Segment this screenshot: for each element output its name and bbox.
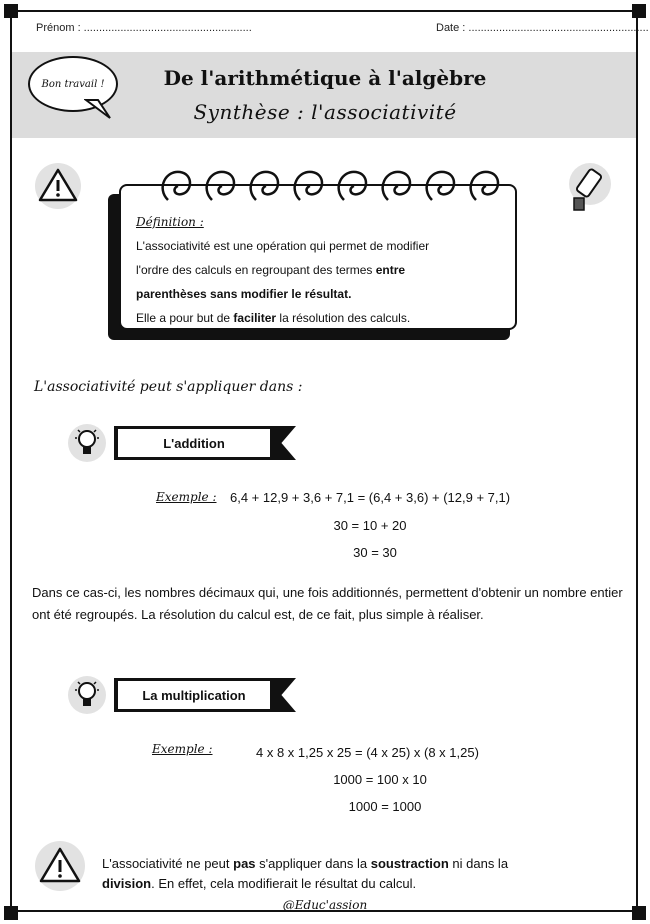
warning-text-part: . En effet, cela modifierait le résultat du calcul. xyxy=(151,876,417,891)
equation-line: 30 = 30 xyxy=(353,545,397,560)
page-title: De l'arithmétique à l'algèbre xyxy=(163,66,487,90)
definition-line xyxy=(136,282,506,306)
highlighter-icon xyxy=(566,162,614,214)
warning-text-part: L'associativité ne peut xyxy=(102,856,234,871)
date-field: Date : ........................................................... xyxy=(436,22,649,34)
page-subtitle: Synthèse : l'associativité xyxy=(193,100,457,124)
definition-line2a: l'ordre des calculs en regroupant des termes xyxy=(136,263,376,277)
warning-text-part: ni dans la xyxy=(448,856,509,871)
warning-bold-pas: pas xyxy=(233,856,256,871)
intro-text: L'associativité peut s'appliquer dans : xyxy=(34,379,303,395)
equation-line: 4 x 8 x 1,25 x 25 = (4 x 25) x (8 x 1,25) xyxy=(256,745,479,760)
definition-text xyxy=(136,210,506,330)
prenom-field: Prénom : ....................................................... xyxy=(36,22,252,34)
example-label: Exemple : xyxy=(156,490,217,504)
warning-bold-soustraction: soustraction xyxy=(370,856,449,871)
equation-line: 30 = 10 + 20 xyxy=(333,518,407,533)
corner-ornament xyxy=(632,4,646,18)
example-label: Exemple : xyxy=(152,742,213,756)
section-heading-addition: L'addition xyxy=(120,431,268,455)
definition-line xyxy=(136,258,506,282)
footer-credit: @Educ'assion xyxy=(282,898,368,912)
lightbulb-icon xyxy=(68,676,106,714)
section-heading-multiplication: La multiplication xyxy=(120,683,268,707)
equation-line: 1000 = 1000 xyxy=(348,799,422,814)
warning-icon xyxy=(34,840,86,892)
definition-line1: L'associativité est une opération qui permet de modifier xyxy=(136,239,430,253)
corner-ornament xyxy=(4,4,18,18)
warning-bold-division: division xyxy=(102,876,152,891)
warning-text-part: s'appliquer dans la xyxy=(255,856,371,871)
definition-line xyxy=(136,234,506,258)
warning-icon xyxy=(34,162,82,210)
addition-explanation: Dans ce cas-ci, les nombres décimaux qui, une fois additionnés, permettent d'obtenir un nombre entier ont été regroupés. La résolution du calcul est, de ce fait, plus simple à réaliser. xyxy=(32,585,623,622)
definition-line3: parenthèses sans modifier le résultat. xyxy=(136,287,352,301)
definition-heading: Définition : xyxy=(136,215,204,229)
definition-line4a: Elle a pour but de xyxy=(136,311,234,325)
speech-bubble: Bon travail ! xyxy=(28,56,118,112)
definition-bold-faciliter: faciliter xyxy=(233,311,277,325)
definition-line xyxy=(136,306,506,330)
equation-line: 6,4 + 12,9 + 3,6 + 7,1 = (6,4 + 3,6) + (12,9 + 7,1) xyxy=(230,490,511,505)
lightbulb-icon xyxy=(68,424,106,462)
definition-bold-entre: entre xyxy=(375,263,406,277)
spiral-binding-icon xyxy=(160,164,530,212)
warning-text xyxy=(102,854,602,894)
definition-line4c: la résolution des calculs. xyxy=(276,311,411,325)
equation-line: 1000 = 100 x 10 xyxy=(333,772,427,787)
